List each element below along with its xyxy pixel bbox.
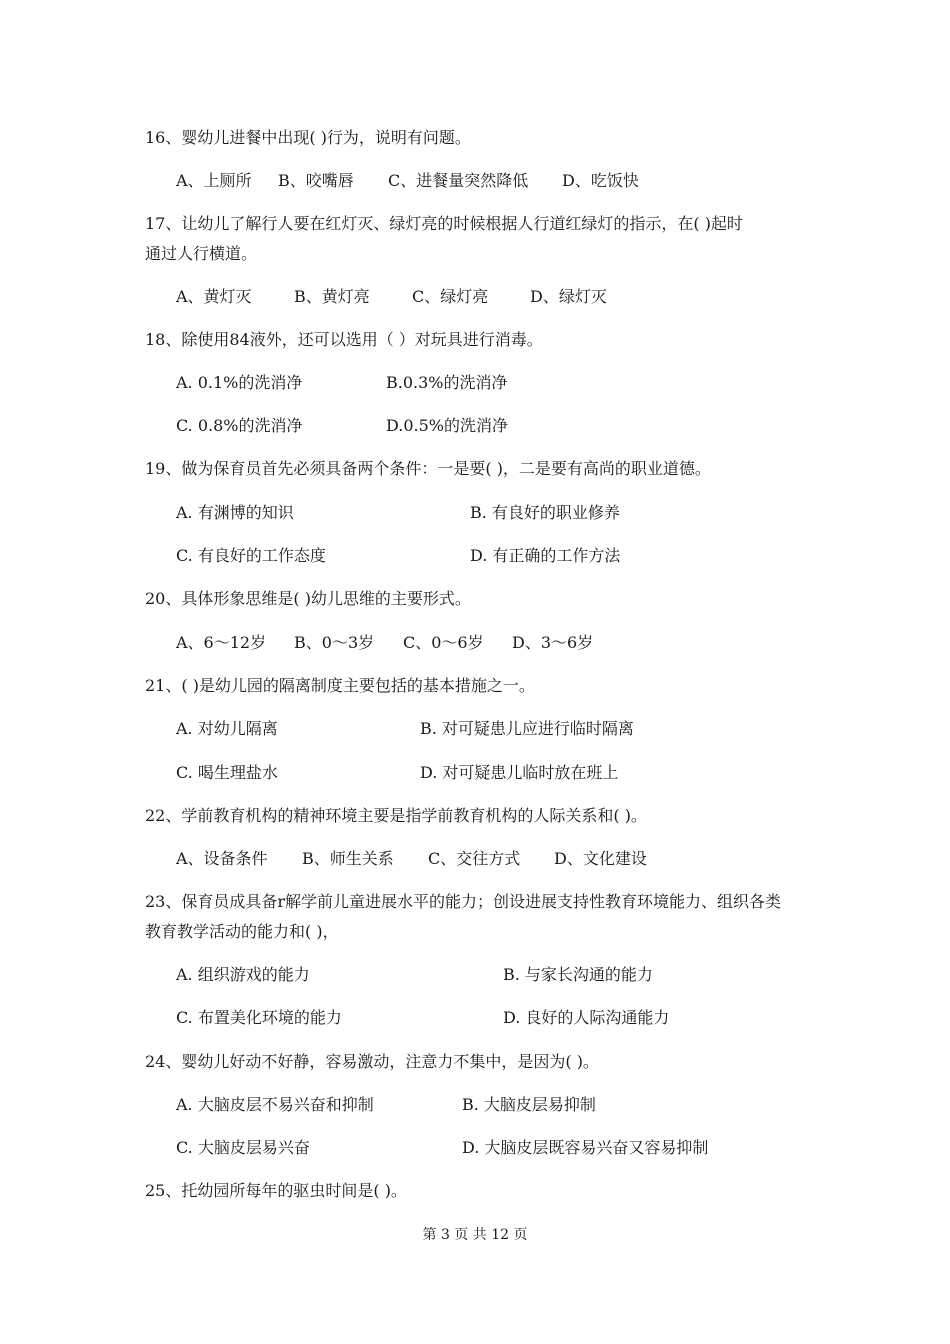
option-d: D. 有正确的工作方法 xyxy=(470,546,621,565)
option-a: A、设备条件 xyxy=(176,849,268,868)
question-stem: 24、婴幼儿好动不好静，容易激动，注意力不集中，是因为( )。 xyxy=(145,1052,599,1071)
option-a: A、上厕所 xyxy=(176,171,252,190)
option-a: A. 大脑皮层不易兴奋和抑制 xyxy=(176,1095,374,1114)
option-b: B. 大脑皮层易抑制 xyxy=(462,1095,596,1114)
page-number-footer: 第 3 页 共 12 页 xyxy=(422,1227,528,1243)
option-d: D、绿灯灭 xyxy=(530,287,607,306)
question-stem: 23、保育员成具备r解学前儿童进展水平的能力；创设进展支持性教育环境能力、组织各类 xyxy=(145,892,782,911)
option-b: B.0.3%的洗消净 xyxy=(386,373,508,392)
option-b: B、0～3岁 xyxy=(294,633,375,652)
question-stem: 21、( )是幼儿园的隔离制度主要包括的基本措施之一。 xyxy=(145,676,535,695)
option-d: D. 对可疑患儿临时放在班上 xyxy=(420,763,619,782)
option-c: C. 喝生理盐水 xyxy=(176,763,278,782)
option-a: A. 0.1%的洗消净 xyxy=(176,373,303,392)
option-b: B、咬嘴唇 xyxy=(278,171,354,190)
option-d: D. 良好的人际沟通能力 xyxy=(503,1008,670,1027)
option-b: B、黄灯亮 xyxy=(294,287,370,306)
option-c: C、0～6岁 xyxy=(403,633,484,652)
question-stem: 20、具体形象思维是( )幼儿思维的主要形式。 xyxy=(145,589,471,608)
option-d: D.0.5%的洗消净 xyxy=(386,416,508,435)
option-b: B、师生关系 xyxy=(302,849,394,868)
question-stem: 25、托幼园所每年的驱虫时间是( )。 xyxy=(145,1181,407,1200)
question-stem: 16、婴幼儿进餐中出现( )行为，说明有问题。 xyxy=(145,128,471,147)
option-c: C、进餐量突然降低 xyxy=(388,171,529,190)
option-a: A. 组织游戏的能力 xyxy=(176,965,310,984)
option-c: C、交往方式 xyxy=(428,849,521,868)
option-a: A. 有渊博的知识 xyxy=(176,503,294,522)
option-c: C. 大脑皮层易兴奋 xyxy=(176,1138,310,1157)
option-b: B. 与家长沟通的能力 xyxy=(503,965,653,984)
option-c: C. 0.8%的洗消净 xyxy=(176,416,303,435)
question-stem: 22、学前教育机构的精神环境主要是指学前教育机构的人际关系和( )。 xyxy=(145,806,647,825)
option-a: A. 对幼儿隔离 xyxy=(176,719,278,738)
option-c: C. 有良好的工作态度 xyxy=(176,546,326,565)
option-c: C. 布置美化环境的能力 xyxy=(176,1008,342,1027)
question-stem-continued: 教育教学活动的能力和( )， xyxy=(145,922,339,941)
question-stem: 18、除使用84液外，还可以选用（ ）对玩具进行消毒。 xyxy=(145,330,543,349)
question-stem: 17、让幼儿了解行人要在红灯灭、绿灯亮的时候根据人行道红绿灯的指示，在( )起时 xyxy=(145,214,743,233)
question-stem-continued: 通过人行横道。 xyxy=(145,244,258,263)
option-a: A、黄灯灭 xyxy=(176,287,252,306)
option-c: C、绿灯亮 xyxy=(412,287,489,306)
question-stem: 19、做为保育员首先必须具备两个条件：一是要( )，二是要有高尚的职业道德。 xyxy=(145,459,711,478)
option-d: D、吃饭快 xyxy=(562,171,639,190)
option-a: A、6～12岁 xyxy=(176,633,267,652)
option-d: D. 大脑皮层既容易兴奋又容易抑制 xyxy=(462,1138,709,1157)
option-b: B. 对可疑患儿应进行临时隔离 xyxy=(420,719,634,738)
option-b: B. 有良好的职业修养 xyxy=(470,503,620,522)
option-d: D、3～6岁 xyxy=(512,633,594,652)
option-d: D、文化建设 xyxy=(554,849,647,868)
